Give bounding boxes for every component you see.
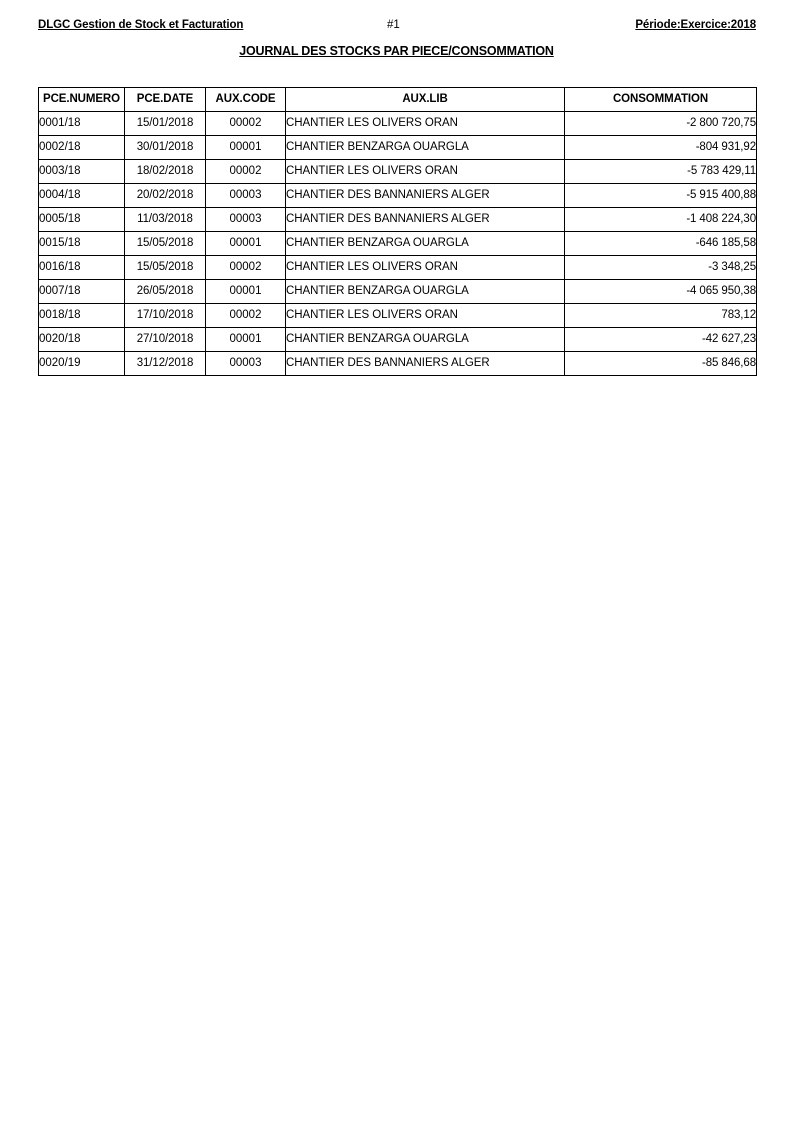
cell-consommation: -2 800 720,75	[565, 112, 757, 136]
table-header	[39, 88, 757, 112]
cell-consommation: -5 783 429,11	[565, 160, 757, 184]
table-row	[39, 184, 757, 208]
cell-pce-date: 20/02/2018	[125, 184, 206, 208]
cell-pce-date: 17/10/2018	[125, 304, 206, 328]
cell-consommation: -42 627,23	[565, 328, 757, 352]
cell-pce-date: 31/12/2018	[125, 352, 206, 376]
cell-consommation: -5 915 400,88	[565, 184, 757, 208]
cell-aux-code: 00002	[206, 256, 286, 280]
page-header	[38, 19, 756, 35]
column-header-aux-code: AUX.CODE	[206, 88, 286, 112]
cell-aux-code: 00003	[206, 184, 286, 208]
cell-aux-code: 00001	[206, 136, 286, 160]
cell-aux-lib: CHANTIER DES BANNANIERS ALGER	[286, 208, 565, 232]
cell-pce-numero: 0002/18	[39, 136, 125, 160]
cell-consommation: 783,12	[565, 304, 757, 328]
table-row	[39, 136, 757, 160]
table-row	[39, 256, 757, 280]
cell-pce-numero: 0001/18	[39, 112, 125, 136]
table-body	[39, 112, 757, 376]
cell-aux-code: 00002	[206, 112, 286, 136]
cell-pce-numero: 0004/18	[39, 184, 125, 208]
table-row	[39, 352, 757, 376]
cell-aux-lib: CHANTIER BENZARGA OUARGLA	[286, 328, 565, 352]
cell-aux-lib: CHANTIER BENZARGA OUARGLA	[286, 232, 565, 256]
table-row	[39, 304, 757, 328]
table-row	[39, 208, 757, 232]
cell-pce-date: 27/10/2018	[125, 328, 206, 352]
cell-pce-date: 18/02/2018	[125, 160, 206, 184]
cell-pce-numero: 0020/18	[39, 328, 125, 352]
cell-pce-date: 15/05/2018	[125, 232, 206, 256]
cell-aux-code: 00001	[206, 280, 286, 304]
cell-aux-lib: CHANTIER LES OLIVERS ORAN	[286, 256, 565, 280]
cell-aux-lib: CHANTIER LES OLIVERS ORAN	[286, 112, 565, 136]
report-title-text: JOURNAL DES STOCKS PAR PIECE/CONSOMMATION	[239, 44, 554, 58]
cell-aux-lib: CHANTIER BENZARGA OUARGLA	[286, 136, 565, 160]
column-header-aux-lib: AUX.LIB	[286, 88, 565, 112]
table-row	[39, 232, 757, 256]
cell-aux-code: 00001	[206, 328, 286, 352]
cell-aux-code: 00003	[206, 208, 286, 232]
journal-table-container	[38, 87, 756, 376]
cell-aux-lib: CHANTIER DES BANNANIERS ALGER	[286, 352, 565, 376]
cell-pce-numero: 0018/18	[39, 304, 125, 328]
cell-pce-numero: 0016/18	[39, 256, 125, 280]
cell-consommation: -1 408 224,30	[565, 208, 757, 232]
cell-pce-numero: 0020/19	[39, 352, 125, 376]
cell-pce-date: 15/05/2018	[125, 256, 206, 280]
column-header-consommation: CONSOMMATION	[565, 88, 757, 112]
cell-pce-numero: 0005/18	[39, 208, 125, 232]
page-number: #1	[387, 19, 400, 31]
table-row	[39, 328, 757, 352]
period-label: Période:Exercice:2018	[635, 19, 756, 31]
cell-pce-date: 30/01/2018	[125, 136, 206, 160]
application-title: DLGC Gestion de Stock et Facturation	[38, 19, 244, 31]
cell-consommation: -804 931,92	[565, 136, 757, 160]
table-row	[39, 112, 757, 136]
cell-pce-numero: 0015/18	[39, 232, 125, 256]
table-header-row	[39, 88, 757, 112]
cell-aux-lib: CHANTIER LES OLIVERS ORAN	[286, 160, 565, 184]
column-header-pce-date: PCE.DATE	[125, 88, 206, 112]
cell-consommation: -85 846,68	[565, 352, 757, 376]
report-title	[0, 44, 793, 58]
cell-pce-date: 11/03/2018	[125, 208, 206, 232]
cell-aux-code: 00003	[206, 352, 286, 376]
cell-aux-code: 00002	[206, 304, 286, 328]
cell-consommation: -3 348,25	[565, 256, 757, 280]
column-header-pce-numero: PCE.NUMERO	[39, 88, 125, 112]
table-row	[39, 280, 757, 304]
cell-consommation: -646 185,58	[565, 232, 757, 256]
cell-consommation: -4 065 950,38	[565, 280, 757, 304]
cell-pce-numero: 0007/18	[39, 280, 125, 304]
cell-pce-date: 26/05/2018	[125, 280, 206, 304]
journal-table	[38, 87, 757, 376]
cell-pce-date: 15/01/2018	[125, 112, 206, 136]
cell-pce-numero: 0003/18	[39, 160, 125, 184]
cell-aux-lib: CHANTIER BENZARGA OUARGLA	[286, 280, 565, 304]
table-row	[39, 160, 757, 184]
cell-aux-code: 00002	[206, 160, 286, 184]
cell-aux-lib: CHANTIER DES BANNANIERS ALGER	[286, 184, 565, 208]
cell-aux-code: 00001	[206, 232, 286, 256]
cell-aux-lib: CHANTIER LES OLIVERS ORAN	[286, 304, 565, 328]
